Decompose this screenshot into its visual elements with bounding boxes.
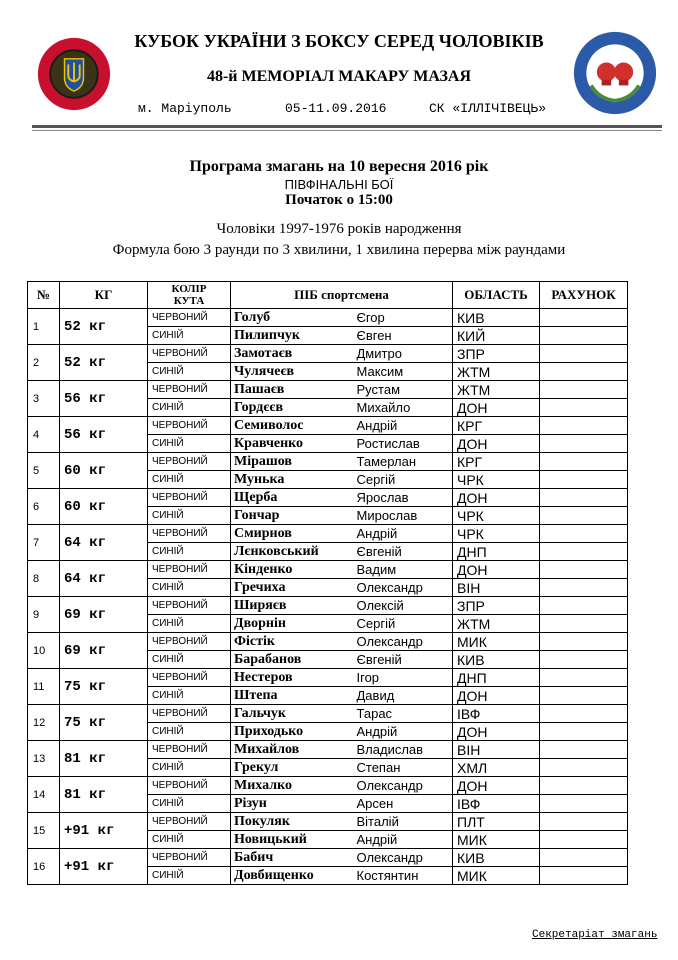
corner-color: ЧЕРВОНИЙ [148, 309, 231, 327]
athlete-region: КИВ [453, 309, 540, 327]
header-score: РАХУНОК [540, 282, 628, 309]
athlete-region: ДОН [453, 723, 540, 741]
event-venue: СК «ІЛЛІЧІВЕЦЬ» [429, 101, 547, 116]
corner-color: ЧЕРВОНИЙ [148, 489, 231, 507]
score-cell [540, 705, 628, 723]
athlete-surname: Голуб [231, 309, 355, 327]
corner-color: СИНІЙ [148, 471, 231, 489]
athlete-region: ХМЛ [453, 759, 540, 777]
athlete-region: ІВФ [453, 705, 540, 723]
event-dates: 05-11.09.2016 [285, 101, 387, 116]
corner-color: СИНІЙ [148, 615, 231, 633]
header-kg: КГ [60, 282, 148, 309]
weight-class: 52 кг [60, 345, 148, 381]
athlete-first-name: Мирослав [355, 507, 453, 525]
athlete-surname: Гальчук [231, 705, 355, 723]
athlete-region: КИВ [453, 849, 540, 867]
athlete-first-name: Єгор [355, 309, 453, 327]
bout-number: 6 [28, 489, 60, 525]
athlete-first-name: Андрій [355, 417, 453, 435]
athlete-first-name: Тарас [355, 705, 453, 723]
athlete-first-name: Рустам [355, 381, 453, 399]
corner-color: ЧЕРВОНИЙ [148, 525, 231, 543]
athlete-surname: Пилипчук [231, 327, 355, 345]
athlete-surname: Грекул [231, 759, 355, 777]
athlete-first-name: Владислав [355, 741, 453, 759]
athlete-region: КИВ [453, 651, 540, 669]
score-cell [540, 489, 628, 507]
athlete-surname: Гречиха [231, 579, 355, 597]
corner-color: СИНІЙ [148, 795, 231, 813]
athlete-surname: Пашаєв [231, 381, 355, 399]
corner-color: ЧЕРВОНИЙ [148, 849, 231, 867]
athlete-first-name: Тамерлан [355, 453, 453, 471]
athlete-region: ЖТМ [453, 381, 540, 399]
athlete-first-name: Степан [355, 759, 453, 777]
event-city: м. Маріуполь [138, 101, 232, 116]
table-row [28, 309, 628, 327]
score-cell [540, 669, 628, 687]
athlete-surname: Приходько [231, 723, 355, 741]
corner-color: ЧЕРВОНИЙ [148, 777, 231, 795]
weight-class: 64 кг [60, 525, 148, 561]
table-row [28, 633, 628, 651]
program-formula: Формула бою 3 раунди по 3 хвилини, 1 хвилина перерва між раундами [112, 242, 566, 258]
score-cell [540, 615, 628, 633]
header-num: № [28, 282, 60, 309]
athlete-surname: Смирнов [231, 525, 355, 543]
table-row [28, 561, 628, 579]
table-row [28, 453, 628, 471]
athlete-surname: Ширяєв [231, 597, 355, 615]
athlete-region: ЧРК [453, 525, 540, 543]
athlete-surname: Замотаєв [231, 345, 355, 363]
corner-color: СИНІЙ [148, 543, 231, 561]
corner-color: СИНІЙ [148, 831, 231, 849]
athlete-surname: Різун [231, 795, 355, 813]
table-row [28, 705, 628, 723]
athlete-region: КРГ [453, 417, 540, 435]
athlete-first-name: Ярослав [355, 489, 453, 507]
weight-class: 60 кг [60, 489, 148, 525]
athlete-first-name: Андрій [355, 525, 453, 543]
corner-color: ЧЕРВОНИЙ [148, 705, 231, 723]
table-row [28, 741, 628, 759]
score-cell [540, 543, 628, 561]
weight-class: 52 кг [60, 309, 148, 345]
bout-number: 10 [28, 633, 60, 669]
athlete-first-name: Андрій [355, 723, 453, 741]
corner-color: СИНІЙ [148, 363, 231, 381]
weight-class: 75 кг [60, 705, 148, 741]
table-row [28, 489, 628, 507]
corner-color: СИНІЙ [148, 867, 231, 885]
corner-color: ЧЕРВОНИЙ [148, 417, 231, 435]
score-cell [540, 759, 628, 777]
table-header-row [28, 282, 628, 309]
athlete-region: МИК [453, 831, 540, 849]
weight-class: 64 кг [60, 561, 148, 597]
event-title: КУБОК УКРАЇНИ З БОКСУ СЕРЕД ЧОЛОВІКІВ [134, 31, 544, 51]
score-cell [540, 381, 628, 399]
header-region: ОБЛАСТЬ [453, 282, 540, 309]
athlete-region: ВІН [453, 579, 540, 597]
athlete-surname: Довбищенко [231, 867, 355, 885]
bout-number: 3 [28, 381, 60, 417]
program-title: Програма змагань на 10 вересня 2016 рік [189, 158, 489, 175]
table-row [28, 813, 628, 831]
corner-color: СИНІЙ [148, 651, 231, 669]
corner-color: СИНІЙ [148, 723, 231, 741]
score-cell [540, 831, 628, 849]
corner-color: СИНІЙ [148, 687, 231, 705]
bouts-table [27, 281, 628, 885]
athlete-first-name: Олександр [355, 777, 453, 795]
athlete-surname: Лєнковський [231, 543, 355, 561]
score-cell [540, 597, 628, 615]
athlete-surname: Щерба [231, 489, 355, 507]
athlete-first-name: Олексій [355, 597, 453, 615]
bout-number: 13 [28, 741, 60, 777]
athlete-first-name: Дмитро [355, 345, 453, 363]
header-name: ПІБ спортсмена [231, 282, 453, 309]
athlete-region: ЖТМ [453, 615, 540, 633]
athlete-region: ДНП [453, 543, 540, 561]
corner-color: ЧЕРВОНИЙ [148, 813, 231, 831]
bout-number: 14 [28, 777, 60, 813]
header-corner: КОЛІР КУТА [148, 282, 231, 309]
athlete-first-name: Костянтин [355, 867, 453, 885]
athlete-surname: Кінденко [231, 561, 355, 579]
corner-color: СИНІЙ [148, 759, 231, 777]
athlete-region: ЗПР [453, 597, 540, 615]
athlete-surname: Гордєєв [231, 399, 355, 417]
athlete-first-name: Михайло [355, 399, 453, 417]
score-cell [540, 651, 628, 669]
athlete-surname: Барабанов [231, 651, 355, 669]
weight-class: 60 кг [60, 453, 148, 489]
program-start-time: Початок о 15:00 [285, 192, 393, 208]
athlete-surname: Михалко [231, 777, 355, 795]
athlete-region: ДОН [453, 687, 540, 705]
score-cell [540, 507, 628, 525]
athlete-first-name: Давид [355, 687, 453, 705]
bout-number: 5 [28, 453, 60, 489]
athlete-surname: Гончар [231, 507, 355, 525]
athlete-region: ЖТМ [453, 363, 540, 381]
athlete-surname: Покуляк [231, 813, 355, 831]
table-row [28, 381, 628, 399]
program-category: Чоловіки 1997-1976 років народження [216, 221, 462, 237]
athlete-surname: Фістік [231, 633, 355, 651]
score-cell [540, 849, 628, 867]
bout-number: 16 [28, 849, 60, 885]
bout-number: 7 [28, 525, 60, 561]
athlete-region: ДОН [453, 777, 540, 795]
athlete-first-name: Сергій [355, 615, 453, 633]
weight-class: 56 кг [60, 381, 148, 417]
athlete-first-name: Андрій [355, 831, 453, 849]
athlete-region: МИК [453, 867, 540, 885]
bout-number: 8 [28, 561, 60, 597]
athlete-surname: Новицький [231, 831, 355, 849]
weight-class: 81 кг [60, 777, 148, 813]
score-cell [540, 525, 628, 543]
athlete-surname: Кравченко [231, 435, 355, 453]
score-cell [540, 399, 628, 417]
score-cell [540, 417, 628, 435]
score-cell [540, 579, 628, 597]
athlete-first-name: Євген [355, 327, 453, 345]
header-divider-thin [32, 130, 662, 131]
table-row [28, 417, 628, 435]
athlete-surname: Нестеров [231, 669, 355, 687]
score-cell [540, 435, 628, 453]
athlete-first-name: Олександр [355, 849, 453, 867]
table-row [28, 597, 628, 615]
corner-color: СИНІЙ [148, 399, 231, 417]
score-cell [540, 795, 628, 813]
bout-number: 9 [28, 597, 60, 633]
score-cell [540, 741, 628, 759]
weight-class: 75 кг [60, 669, 148, 705]
athlete-surname: Мірашов [231, 453, 355, 471]
corner-color: ЧЕРВОНИЙ [148, 633, 231, 651]
bout-number: 15 [28, 813, 60, 849]
athlete-first-name: Ростислав [355, 435, 453, 453]
athlete-first-name: Вадим [355, 561, 453, 579]
athlete-region: ДОН [453, 435, 540, 453]
athlete-first-name: Максим [355, 363, 453, 381]
score-cell [540, 813, 628, 831]
athlete-region: ВІН [453, 741, 540, 759]
athlete-region: ДОН [453, 399, 540, 417]
athlete-surname: Семиволос [231, 417, 355, 435]
score-cell [540, 867, 628, 885]
corner-color: СИНІЙ [148, 435, 231, 453]
athlete-surname: Чулячеєв [231, 363, 355, 381]
weight-class: +91 кг [60, 849, 148, 885]
score-cell [540, 309, 628, 327]
athlete-first-name: Євгеній [355, 543, 453, 561]
athlete-region: МИК [453, 633, 540, 651]
bout-number: 12 [28, 705, 60, 741]
score-cell [540, 345, 628, 363]
event-info-line [138, 101, 547, 161]
score-cell [540, 327, 628, 345]
event-subtitle: 48-й МЕМОРІАЛ МАКАРУ МАЗАЯ [206, 68, 472, 85]
table-row [28, 777, 628, 795]
score-cell [540, 561, 628, 579]
athlete-region: КИЙ [453, 327, 540, 345]
athlete-first-name: Віталій [355, 813, 453, 831]
athlete-first-name: Сергій [355, 471, 453, 489]
corner-color: ЧЕРВОНИЙ [148, 741, 231, 759]
corner-color: СИНІЙ [148, 507, 231, 525]
weight-class: 56 кг [60, 417, 148, 453]
corner-color: ЧЕРВОНИЙ [148, 453, 231, 471]
athlete-region: ЗПР [453, 345, 540, 363]
athlete-surname: Мунька [231, 471, 355, 489]
weight-class: 69 кг [60, 633, 148, 669]
table-row [28, 849, 628, 867]
corner-color: СИНІЙ [148, 327, 231, 345]
table-row [28, 525, 628, 543]
bout-number: 11 [28, 669, 60, 705]
corner-color: ЧЕРВОНИЙ [148, 669, 231, 687]
secretariat-signature: Секретаріат змагань [532, 929, 658, 941]
athlete-first-name: Ігор [355, 669, 453, 687]
athlete-first-name: Арсен [355, 795, 453, 813]
athlete-first-name: Олександр [355, 633, 453, 651]
bout-number: 2 [28, 345, 60, 381]
corner-color: ЧЕРВОНИЙ [148, 561, 231, 579]
bout-number: 4 [28, 417, 60, 453]
table-row [28, 345, 628, 363]
table-row [28, 669, 628, 687]
score-cell [540, 453, 628, 471]
program-stage: ПІВФІНАЛЬНІ БОЇ [284, 177, 394, 192]
athlete-region: ДНП [453, 669, 540, 687]
corner-color: ЧЕРВОНИЙ [148, 597, 231, 615]
athlete-region: ДОН [453, 489, 540, 507]
weight-class: 81 кг [60, 741, 148, 777]
weight-class: 69 кг [60, 597, 148, 633]
score-cell [540, 363, 628, 381]
athlete-surname: Михайлов [231, 741, 355, 759]
athlete-region: ІВФ [453, 795, 540, 813]
bout-number: 1 [28, 309, 60, 345]
athlete-surname: Бабич [231, 849, 355, 867]
athlete-surname: Дворнін [231, 615, 355, 633]
athlete-region: ДОН [453, 561, 540, 579]
athlete-surname: Штепа [231, 687, 355, 705]
header-divider [32, 125, 662, 128]
athlete-first-name: Олександр [355, 579, 453, 597]
score-cell [540, 723, 628, 741]
athlete-first-name: Євгеній [355, 651, 453, 669]
athlete-region: ПЛТ [453, 813, 540, 831]
score-cell [540, 633, 628, 651]
athlete-region: ЧРК [453, 507, 540, 525]
corner-color: ЧЕРВОНИЙ [148, 381, 231, 399]
corner-color: ЧЕРВОНИЙ [148, 345, 231, 363]
score-cell [540, 687, 628, 705]
athlete-region: КРГ [453, 453, 540, 471]
athlete-region: ЧРК [453, 471, 540, 489]
weight-class: +91 кг [60, 813, 148, 849]
corner-color: СИНІЙ [148, 579, 231, 597]
score-cell [540, 777, 628, 795]
score-cell [540, 471, 628, 489]
